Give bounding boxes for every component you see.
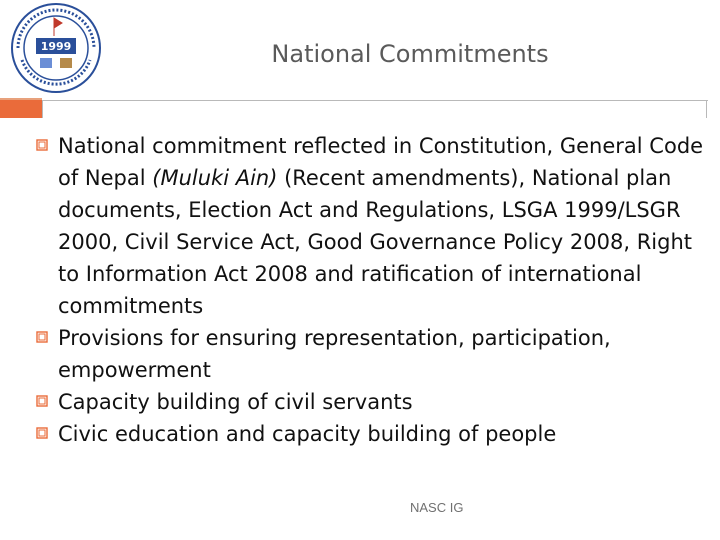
bullet-text: Civic education and capacity building of people: [58, 422, 557, 446]
accent-rule-bar: [0, 100, 42, 118]
bullet-text-post: (Recent amendments), National plan documents, Election Act and Regulations, LSGA 1999/LSGR 2000, Civil Service Act, Good Governance Policy 2008, Right to Information Act 2008 and ratification of international commitments: [58, 166, 692, 318]
bullet-marker-icon: [36, 395, 48, 407]
bullet-text-pre: National commitment reflected in Constitution, General Code of Nepal: [58, 134, 704, 190]
bullet-item: [36, 322, 706, 386]
bullet-list: [36, 130, 706, 450]
logo-number: 1999: [40, 40, 72, 53]
bullet-item: [36, 386, 706, 418]
bullet-item: [36, 418, 706, 450]
bullet-item: [36, 130, 706, 322]
divider-tick-right: [706, 100, 707, 118]
bullet-text-italic: (Muluki Ain): [152, 166, 278, 190]
bullet-text: Provisions for ensuring representation, participation, empowerment: [58, 326, 611, 382]
slide-title: National Commitments: [271, 40, 549, 68]
divider-tick-left: [42, 100, 43, 118]
bullet-text: Capacity building of civil servants: [58, 390, 413, 414]
bullet-text: [58, 130, 706, 322]
footer-text: NASC IG: [410, 500, 464, 515]
bullet-marker-icon: [36, 331, 48, 343]
institution-logo: [4, 0, 108, 96]
divider-rule: [42, 100, 708, 119]
bullet-marker-icon: [36, 139, 48, 151]
bullet-marker-icon: [36, 427, 48, 439]
